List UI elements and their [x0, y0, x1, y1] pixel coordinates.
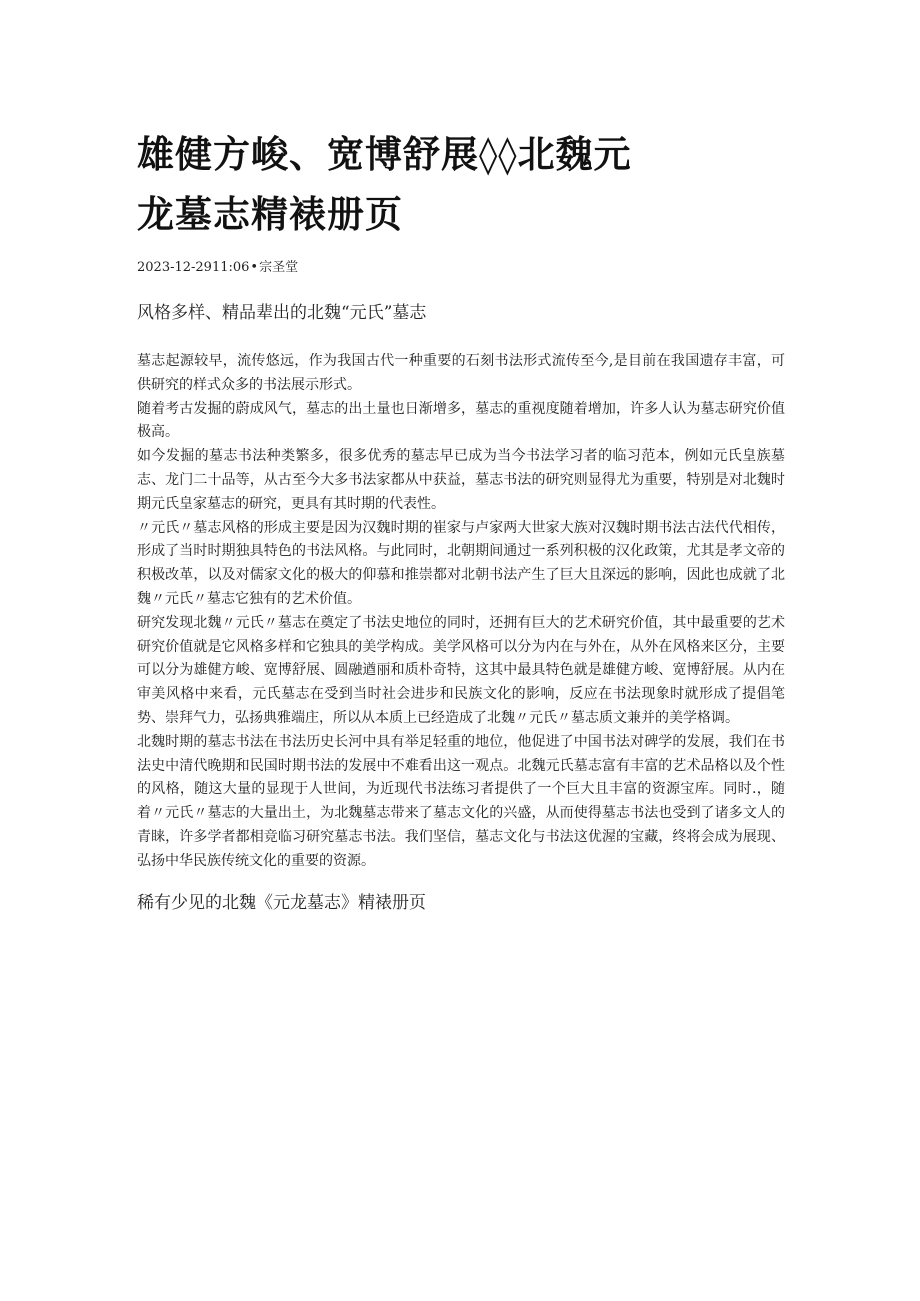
- section-heading-album: 稀有少见的北魏《元龙墓志》精裱册页: [137, 892, 426, 913]
- paragraph-varieties: 如今发掘的墓志书法种类繁多，很多优秀的墓志早已成为当今书法学习者的临习范本，例如元氏皇族墓志、龙门二十品等，从古至今大多书法家都从中获益，墓志书法的研究则显得尤为重要，特别是对北魏时期元氏皇家墓志的研究，更具有其时期的代表性。: [137, 448, 785, 512]
- paragraph-significance: 北魏时期的墓志书法在书法历史长河中具有举足轻重的地位，他促进了中国书法对碑学的发展，我们在书法史中清代晚期和民国时期书法的发展中不难看出这一观点。北魏元氏墓志富有丰富的艺术品格以及个性的风格，随这大量的显现于人世间，为近现代书法练习者提供了一个巨大且丰富的资源宝库。同时.，随着〃元氏〃墓志的大量出土，为北魏墓志带来了墓志文化的兴盛，从而使得墓志书法也受到了诸多文人的青睐，许多学者都相竞临习研究墓志书法。我们坚信，墓志文化与书法这优渥的宝藏，终将会成为展现、弘扬中华民族传统文化的重要的资源。: [137, 733, 785, 869]
- section-heading-style: 风格多样、精品辈出的北魏“元氏”墓志: [137, 303, 427, 323]
- paragraph-research: 研究发现北魏〃元氏〃墓志在奠定了书法史地位的同时，还拥有巨大的艺术研究价值，其中最重要的艺术研究价值就是它风格多样和它独具的美学构成。美学风格可以分为内在与外在，从外在风格来区分，主要可以分为雄健方峻、宽博舒展、圆融遒丽和质朴奇特，这其中最具特色就是雄健方峻、宽博舒展。从内在审美风格中来看，元氏墓志在受到当时社会进步和民族文化的影响，反应在书法现象时就形成了提倡笔势、崇拜气力，弘扬典雅端庄，所以从本质上已经造成了北魏〃元氏〃墓志质文兼并的美学格调。: [137, 614, 785, 726]
- paragraph-formation: 〃元氏〃墓志风格的形成主要是因为汉魏时期的崔家与卢家两大世家大族对汉魏时期书法古法代代相传，形成了当时时期独具特色的书法风格。与此同时，北朝期间通过一系列积极的汉化政策，尤其是孝文帝的积极改革，以及对儒家文化的极大的仰慕和推崇都对北朝书法产生了巨大且深远的影响，因此也成就了北魏〃元氏〃墓志它独有的艺术价值。: [137, 519, 785, 607]
- article-title: [137, 124, 787, 244]
- article-title-line-1: 雄健方峻、宽博舒展◊◊北魏元: [137, 132, 632, 176]
- article-meta: [137, 258, 787, 278]
- meta-separator: •: [250, 260, 259, 275]
- article-body: [137, 350, 787, 874]
- publish-date: 2023-12-2911:06: [137, 260, 250, 275]
- article: [137, 0, 787, 916]
- paragraph-origin: 墓志起源较早，流传悠远，作为我国古代一种重要的石刻书法形式流传至今,是目前在我国遗存丰富，可供研究的样式众多的书法展示形式。: [137, 353, 785, 393]
- article-title-line-2: 龙墓志精裱册页: [137, 192, 403, 236]
- author-name: 宗圣堂: [259, 260, 299, 275]
- paragraph-archaeology: 随着考古发掘的蔚成风气，墓志的出土量也日渐增多，墓志的重视度随着增加，许多人认为墓志研究价值极高。: [137, 400, 785, 441]
